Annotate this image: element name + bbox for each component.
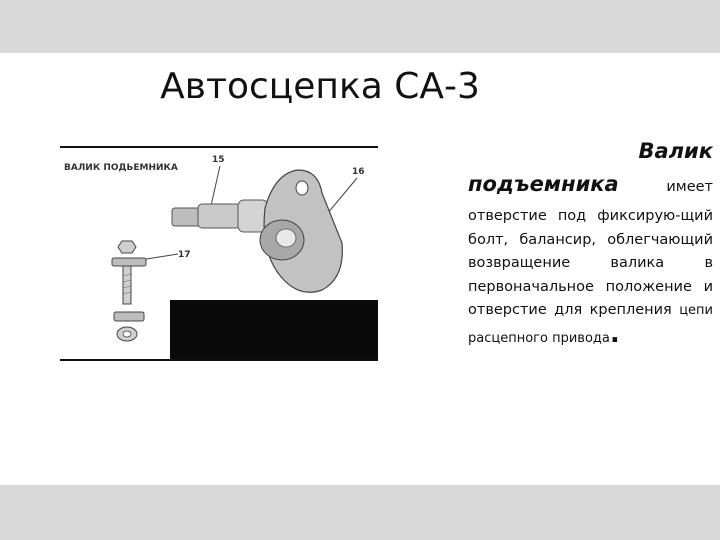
slide-title: Автосцепка СА-3 [160,66,480,107]
leader-15 [210,166,220,210]
body-text: отверстие под фиксирую-щий болт, балансир, облегчающий возвращение валика в первоначальное положение и отверстие для крепления [468,208,713,318]
lead-word-2: подъемника [468,172,619,196]
figure-caption: ВАЛИК ПОДЬЕМНИКА [64,163,178,173]
end-mark: . [609,318,620,349]
cam-hole [296,181,308,195]
shaft-description [468,136,713,350]
balancer-cam [260,170,342,292]
shaft [172,200,268,232]
body-tail: цепи расцепного привода [468,303,713,346]
slide [0,53,720,485]
fixing-bolt-set [112,241,146,341]
lead-word-1: Валик [638,139,713,163]
label-17: 17 [178,250,191,260]
body-start: имеет [666,179,713,195]
label-15: 15 [212,155,225,165]
lift-shaft-drawing [60,148,378,359]
dark-background-block [170,300,378,359]
label-16: 16 [352,167,365,177]
lift-shaft-illustration [60,146,378,361]
